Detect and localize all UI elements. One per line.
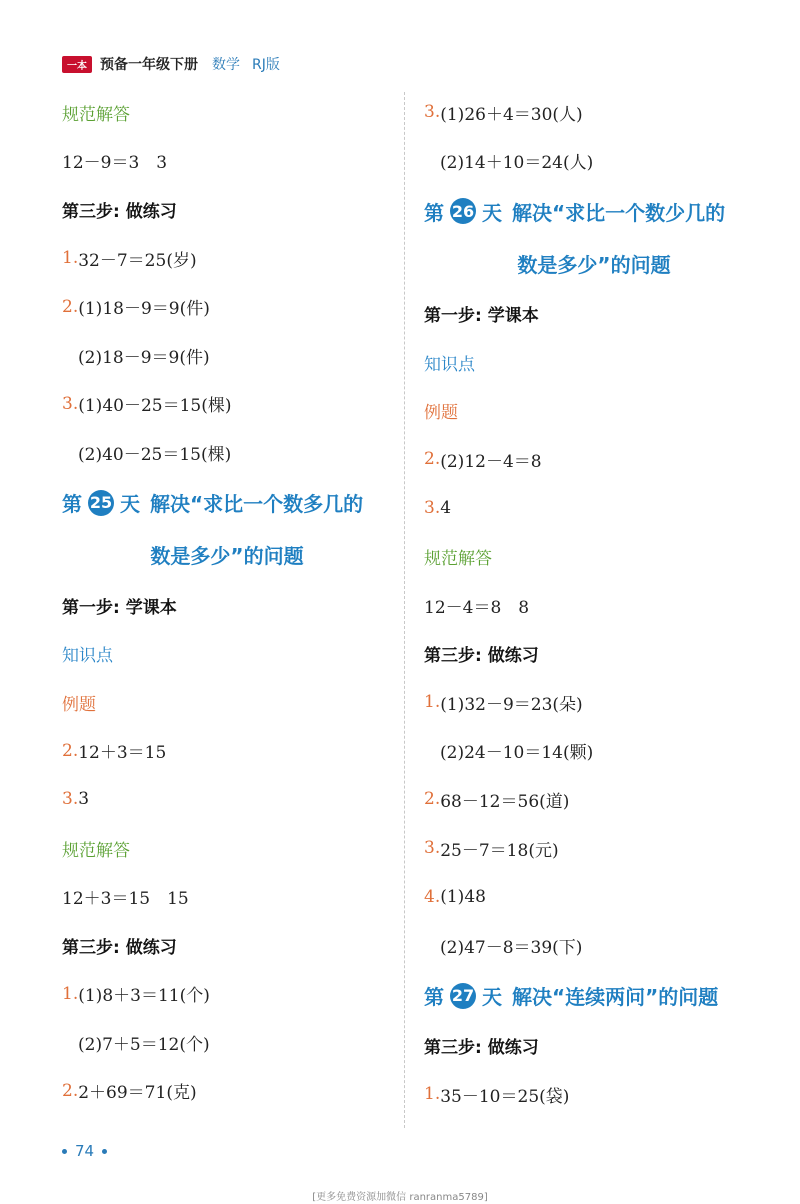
answer-text: 25－7＝18(元) (440, 840, 559, 861)
answer-text: (1)8＋3＝11(个) (78, 986, 210, 1007)
step-heading: 第三步: 做练习 (424, 646, 539, 667)
day-suffix: 天 (482, 985, 502, 1009)
step-heading: 第三步: 做练习 (424, 1038, 539, 1059)
item-number: 2. (62, 1080, 79, 1101)
item-number: 3. (424, 497, 441, 518)
answer-line: 12－4＝8 8 (424, 597, 530, 618)
day-title-cont: 数是多少”的问题 (517, 252, 671, 277)
item-number: 1. (424, 1084, 441, 1105)
answer-line (424, 435, 764, 484)
answer-line (62, 1067, 392, 1116)
answer-text: (1)18－9＝9(件) (78, 299, 210, 320)
item-number: 3. (424, 838, 441, 859)
example-label: 例题 (424, 403, 458, 424)
item-number: 3. (62, 789, 79, 810)
answer-text: (1)32－9＝23(朵) (440, 694, 583, 715)
answer-line: (2)14＋10＝24(人) (440, 153, 594, 174)
answer-text: 32－7＝25(岁) (78, 250, 197, 271)
item-number: 2. (424, 449, 441, 470)
page-number-text: 74 (75, 1142, 95, 1160)
footer-note: [更多免费资源加微信 ranranma5789] (312, 1192, 488, 1203)
day-suffix: 天 (482, 200, 502, 225)
step-heading: 第三步: 做练习 (62, 201, 177, 222)
answer-text: 12＋3＝15 (78, 743, 167, 764)
day-title-text: 解决“求比一个数少几的 (512, 200, 726, 225)
page-header (62, 54, 280, 74)
answer-text: 68－12＝56(道) (440, 791, 570, 812)
answer-line (424, 1070, 764, 1119)
day-number-badge: 27 (450, 983, 476, 1009)
answer-line: (2)47－8＝39(下) (440, 937, 583, 958)
answer-line: 12－9＝3 3 (62, 153, 168, 174)
day-prefix: 第 (62, 492, 82, 517)
knowledge-label: 知识点 (62, 646, 113, 667)
answer-line (424, 775, 764, 824)
day-prefix: 第 (424, 985, 444, 1009)
answer-text: (2)12－4＝8 (440, 451, 542, 472)
answer-line (62, 380, 392, 429)
subject-label: 数学 (212, 57, 240, 73)
answer-text: 35－10＝25(袋) (440, 1086, 570, 1107)
item-number: 2. (62, 296, 79, 317)
day-number-badge: 25 (88, 490, 114, 516)
book-title: 预备一年级下册 (100, 57, 198, 73)
day-title-text: 解决“连续两问”的问题 (512, 985, 719, 1009)
answer-line (424, 872, 764, 921)
dot-icon (62, 1149, 67, 1154)
answer-line: (2)18－9＝9(件) (78, 347, 210, 368)
item-number: 4. (424, 886, 441, 907)
item-number: 3. (62, 393, 79, 414)
day-title (424, 970, 764, 1022)
step-heading: 第三步: 做练习 (62, 937, 177, 958)
answer-line: 12＋3＝15 15 (62, 889, 189, 910)
answer-line: (2)40－25＝15(棵) (78, 444, 232, 465)
example-label: 例题 (62, 694, 96, 715)
section-label: 规范解答 (424, 548, 492, 569)
column-divider (404, 92, 405, 1128)
day-title-cont: 数是多少”的问题 (150, 544, 304, 569)
answer-text: 3 (78, 789, 90, 810)
answer-line: (2)7＋5＝12(个) (78, 1034, 210, 1055)
right-column (424, 88, 764, 1119)
answer-line (62, 234, 392, 283)
answer-text: (1)40－25＝15(棵) (78, 396, 232, 417)
answer-line (62, 775, 392, 824)
left-column (62, 88, 392, 1115)
item-number: 1. (424, 692, 441, 713)
item-number: 2. (62, 740, 79, 761)
answer-line (424, 824, 764, 873)
day-title-text: 解决“求比一个数多几的 (150, 492, 364, 517)
answer-line (424, 484, 764, 533)
answer-line: (2)24－10＝14(颗) (440, 743, 594, 764)
step-heading: 第一步: 学课本 (424, 305, 539, 326)
day-title (424, 185, 764, 237)
item-number: 2. (424, 789, 441, 810)
answer-text: 2＋69＝71(克) (78, 1083, 197, 1104)
answer-line (424, 678, 764, 727)
dot-icon (102, 1149, 107, 1154)
answer-line (62, 970, 392, 1019)
answer-line (424, 88, 764, 137)
answer-text: (1)26＋4＝30(人) (440, 104, 583, 125)
answer-text: (1)48 (440, 886, 486, 907)
knowledge-label: 知识点 (424, 354, 475, 375)
day-number-badge: 26 (450, 198, 476, 224)
day-title (62, 477, 392, 529)
section-label: 规范解答 (62, 840, 130, 861)
page-number (62, 1142, 115, 1160)
step-heading: 第一步: 学课本 (62, 597, 177, 618)
answer-text: 4 (440, 497, 452, 518)
item-number: 1. (62, 983, 79, 1004)
day-prefix: 第 (424, 200, 444, 225)
item-number: 1. (62, 248, 79, 269)
brand-logo: 一本 (62, 56, 92, 73)
version-label: RJ版 (252, 57, 280, 73)
day-suffix: 天 (120, 492, 140, 517)
answer-line (62, 727, 392, 776)
answer-line (62, 282, 392, 331)
section-label: 规范解答 (62, 104, 130, 125)
item-number: 3. (424, 102, 441, 123)
